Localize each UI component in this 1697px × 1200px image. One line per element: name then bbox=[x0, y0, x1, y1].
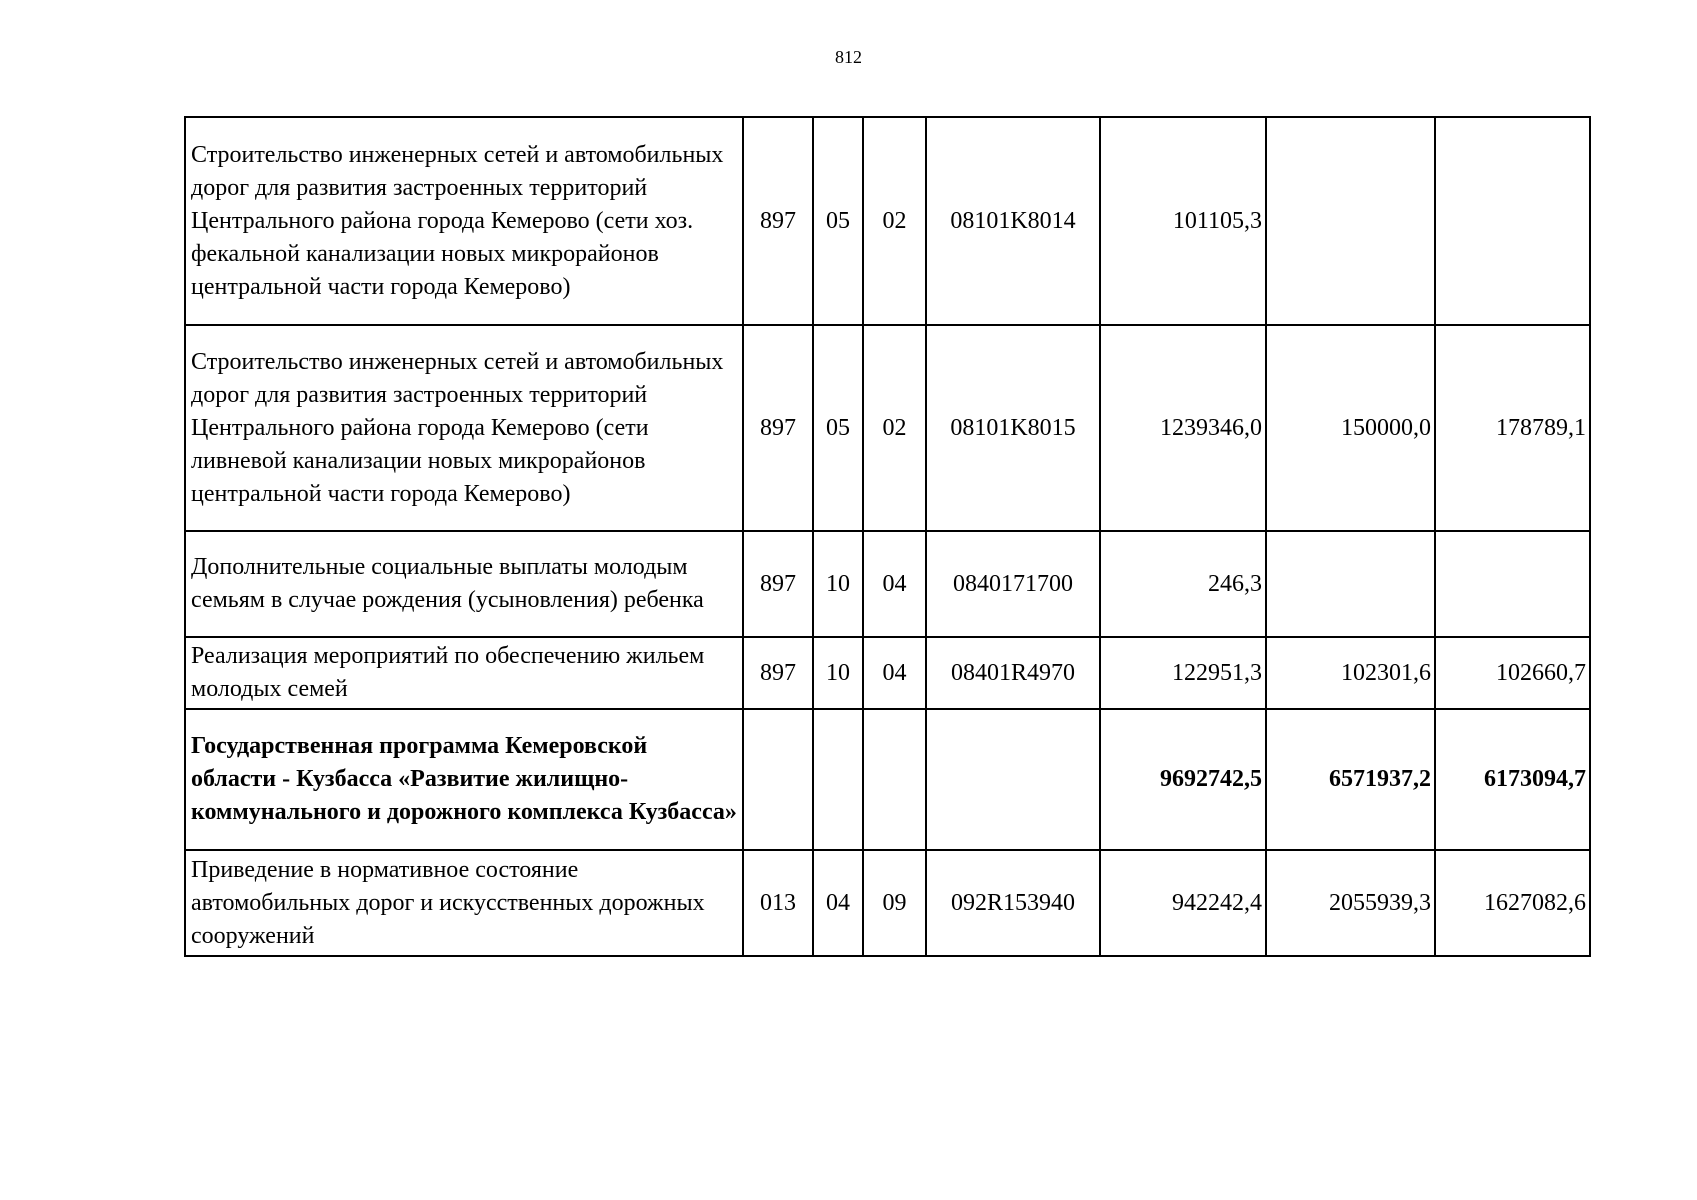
target-code: 08101K8014 bbox=[926, 117, 1100, 325]
table-row bbox=[185, 637, 1590, 709]
amount-year-1: 1239346,0 bbox=[1100, 325, 1266, 531]
target-code: 08101K8015 bbox=[926, 325, 1100, 531]
target-code: 092R153940 bbox=[926, 850, 1100, 956]
section-code bbox=[813, 709, 863, 850]
page-number: 812 bbox=[835, 47, 862, 67]
ministry-code: 897 bbox=[743, 531, 813, 637]
amount-year-1: 9692742,5 bbox=[1100, 709, 1266, 850]
target-code bbox=[926, 709, 1100, 850]
subsection-code: 09 bbox=[863, 850, 926, 956]
amount-year-3: 178789,1 bbox=[1435, 325, 1590, 531]
amount-year-2 bbox=[1266, 531, 1435, 637]
amount-year-1: 246,3 bbox=[1100, 531, 1266, 637]
ministry-code: 013 bbox=[743, 850, 813, 956]
amount-year-3: 6173094,7 bbox=[1435, 709, 1590, 850]
table-row bbox=[185, 325, 1590, 531]
table-row bbox=[185, 531, 1590, 637]
section-code: 10 bbox=[813, 637, 863, 709]
row-name: Приведение в нормативное состояние автомобильных дорог и искусственных дорожных сооружений bbox=[185, 850, 743, 956]
amount-year-2: 150000,0 bbox=[1266, 325, 1435, 531]
table-row bbox=[185, 117, 1590, 325]
row-name: Строительство инженерных сетей и автомобильных дорог для развития застроенных территорий Центрального района города Кемерово (сети хоз. фекальной канализации новых микрорайонов центральной части города Кемерово) bbox=[185, 117, 743, 325]
row-name: Государственная программа Кемеровской области - Кузбасса «Развитие жилищно-коммунального и дорожного комплекса Кузбасса» bbox=[185, 709, 743, 850]
row-name: Реализация мероприятий по обеспечению жильем молодых семей bbox=[185, 637, 743, 709]
amount-year-3 bbox=[1435, 117, 1590, 325]
amount-year-3 bbox=[1435, 531, 1590, 637]
amount-year-1: 122951,3 bbox=[1100, 637, 1266, 709]
target-code: 0840171700 bbox=[926, 531, 1100, 637]
section-code: 05 bbox=[813, 325, 863, 531]
section-code: 05 bbox=[813, 117, 863, 325]
row-name: Строительство инженерных сетей и автомобильных дорог для развития застроенных территорий Центрального района города Кемерово (сети ливневой канализации новых микрорайонов центральной части города Кемерово) bbox=[185, 325, 743, 531]
ministry-code bbox=[743, 709, 813, 850]
subsection-code: 04 bbox=[863, 531, 926, 637]
target-code: 08401R4970 bbox=[926, 637, 1100, 709]
ministry-code: 897 bbox=[743, 637, 813, 709]
amount-year-2 bbox=[1266, 117, 1435, 325]
ministry-code: 897 bbox=[743, 325, 813, 531]
amount-year-2: 6571937,2 bbox=[1266, 709, 1435, 850]
subsection-code: 04 bbox=[863, 637, 926, 709]
amount-year-1: 942242,4 bbox=[1100, 850, 1266, 956]
amount-year-3: 102660,7 bbox=[1435, 637, 1590, 709]
table-row-program-total bbox=[185, 709, 1590, 850]
amount-year-2: 2055939,3 bbox=[1266, 850, 1435, 956]
subsection-code: 02 bbox=[863, 117, 926, 325]
section-code: 10 bbox=[813, 531, 863, 637]
amount-year-2: 102301,6 bbox=[1266, 637, 1435, 709]
amount-year-3: 1627082,6 bbox=[1435, 850, 1590, 956]
row-name: Дополнительные социальные выплаты молодым семьям в случае рождения (усыновления) ребенка bbox=[185, 531, 743, 637]
amount-year-1: 101105,3 bbox=[1100, 117, 1266, 325]
subsection-code bbox=[863, 709, 926, 850]
table-row bbox=[185, 850, 1590, 956]
subsection-code: 02 bbox=[863, 325, 926, 531]
budget-table bbox=[184, 116, 1591, 957]
section-code: 04 bbox=[813, 850, 863, 956]
ministry-code: 897 bbox=[743, 117, 813, 325]
